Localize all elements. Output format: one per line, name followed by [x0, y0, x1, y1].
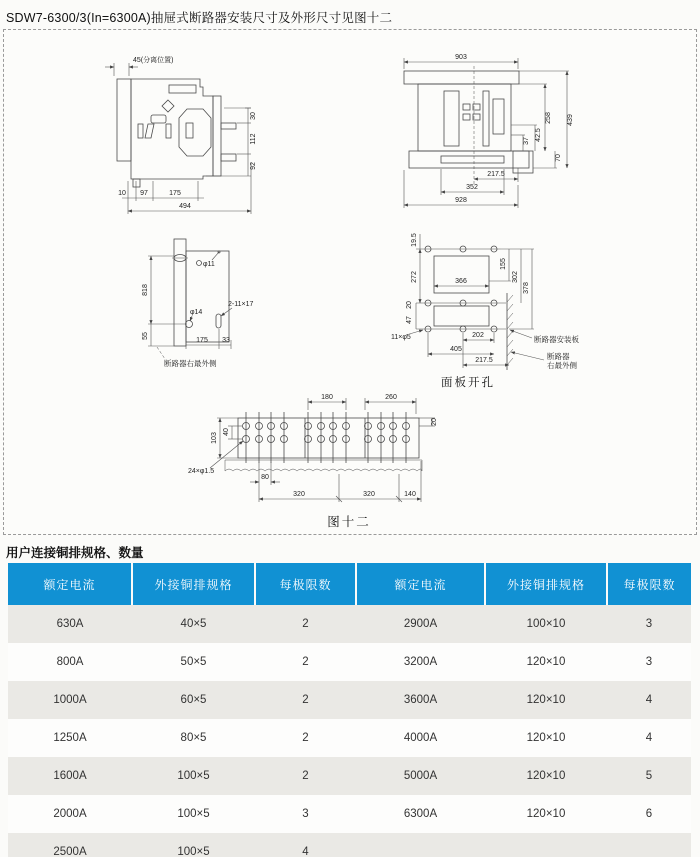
- annotation: 断路器安装板: [534, 335, 579, 344]
- dim-label: 180: [321, 394, 333, 401]
- figure-caption: 图十二: [327, 515, 371, 529]
- dim-label: 92: [250, 162, 257, 170]
- cell: 120×10: [526, 808, 566, 820]
- table-title: 用户连接铜排规格、数量: [6, 546, 144, 560]
- cell: 2: [302, 732, 309, 744]
- cell: [356, 833, 485, 857]
- cell: 40×5: [180, 618, 207, 630]
- cell: 100×10: [526, 618, 566, 630]
- cell: 3: [645, 618, 653, 630]
- dim-label: 155: [500, 258, 507, 270]
- cell: [607, 833, 691, 857]
- col-header-per-pole-1: 每极限数: [255, 563, 356, 605]
- dim-label: φ11: [203, 261, 215, 268]
- dim-label: 2-11×17: [228, 301, 254, 308]
- cell: 630A: [56, 618, 84, 630]
- cell: [485, 833, 607, 857]
- dim-label: 439: [567, 114, 574, 126]
- cell: 2: [302, 656, 309, 668]
- cell: 6300A: [403, 808, 438, 820]
- dim-label: φ14: [190, 309, 203, 316]
- dim-label: 140: [404, 491, 416, 498]
- col-header-rated-current-2: 额定电流: [356, 563, 485, 605]
- col-header-busbar-spec-1: 外接铜排规格: [132, 563, 255, 605]
- cell: 2000A: [53, 808, 87, 820]
- dim-label: 260: [385, 394, 397, 401]
- annotation: 断路器右最外侧: [164, 359, 217, 368]
- dim-label: 112: [250, 133, 257, 145]
- col-header-busbar-spec-2: 外接铜排规格: [485, 563, 607, 605]
- dim-label: 30: [250, 112, 257, 120]
- cell: 6: [645, 808, 653, 820]
- dim-label: 405: [450, 346, 462, 353]
- dim-label: 217.5: [475, 357, 493, 364]
- busbar-holes: [243, 423, 410, 443]
- cell: 2: [302, 770, 309, 782]
- cell: 800A: [56, 656, 84, 668]
- cell: 80×5: [180, 732, 207, 744]
- cell: 2900A: [403, 618, 438, 630]
- table-header-row: [8, 563, 691, 605]
- dim-label: 352: [466, 184, 478, 191]
- cell: 3: [302, 808, 309, 820]
- cell: 100×5: [177, 770, 210, 782]
- dim-label: 175: [196, 337, 208, 344]
- dim-label: 302: [512, 271, 519, 283]
- dim-label: 70: [555, 154, 562, 162]
- dim-label: 903: [455, 54, 467, 61]
- dim-label: 494: [179, 203, 191, 210]
- cell: 120×10: [526, 694, 566, 706]
- dim-label: 20: [431, 418, 438, 426]
- cell: 2: [302, 618, 309, 630]
- dim-label: 378: [523, 282, 530, 294]
- annotation: 断路器: [547, 352, 570, 361]
- cell: 100×5: [177, 846, 210, 857]
- dim-label: 320: [293, 491, 305, 498]
- cell: 120×10: [526, 770, 566, 782]
- dim-label: 366: [455, 278, 467, 285]
- panel-cutout-caption: 面板开孔: [441, 377, 495, 389]
- cell: 4: [645, 694, 653, 706]
- dim-label: 272: [411, 271, 418, 283]
- dim-label: 202: [472, 332, 484, 339]
- dim-label: 320: [363, 491, 375, 498]
- figure-box: [3, 29, 697, 535]
- dim-label: 103: [211, 432, 218, 444]
- table-row: [8, 681, 691, 719]
- dim-label: 11×φ5: [391, 334, 411, 341]
- dim-label: 258: [545, 112, 552, 124]
- dim-label: 928: [455, 197, 467, 204]
- cell: 3600A: [403, 694, 438, 706]
- figure-twelve: [4, 30, 696, 534]
- table-row: [8, 643, 691, 681]
- dim-label: 818: [142, 284, 149, 296]
- cell: 100×5: [177, 808, 210, 820]
- page-title: SDW7-6300/3(In=6300A)抽屉式断路器安装尺寸及外形尺寸见图十二: [6, 11, 393, 25]
- cell: 5: [645, 770, 653, 782]
- drawing-busbar-terminals: [188, 394, 438, 529]
- cell: 3200A: [403, 656, 438, 668]
- dim-label: 97: [140, 190, 148, 197]
- cell: 50×5: [180, 656, 207, 668]
- cell: 2500A: [53, 846, 87, 857]
- dim-label: 40: [223, 428, 230, 436]
- cell: 5000A: [403, 770, 438, 782]
- cell: 4000A: [403, 732, 438, 744]
- drawing-front-view: [105, 55, 257, 214]
- dim-label: 19.5: [411, 233, 418, 247]
- cell: 120×10: [526, 732, 566, 744]
- busbar-hole-columns: [246, 412, 406, 463]
- dim-label: 45(分离位置): [133, 57, 174, 64]
- cell: 1000A: [53, 694, 87, 706]
- table-row: [8, 833, 691, 857]
- annotation: 右最外侧: [547, 361, 577, 370]
- drawing-panel-cutout: [391, 233, 579, 389]
- col-header-rated-current-1: 额定电流: [8, 563, 132, 605]
- dim-label: 20: [406, 301, 413, 309]
- cell: 1250A: [53, 732, 87, 744]
- table-row: [8, 605, 691, 643]
- table-row: [8, 757, 691, 795]
- table-row: [8, 795, 691, 833]
- dim-label: 47: [406, 316, 413, 324]
- dim-label: 42.5: [535, 128, 542, 142]
- dim-label: 33: [222, 337, 230, 344]
- cell: 4: [302, 846, 309, 857]
- col-header-per-pole-2: 每极限数: [607, 563, 691, 605]
- dim-label: 37: [523, 137, 530, 145]
- dim-label: 80: [261, 474, 269, 481]
- cell: 120×10: [526, 656, 566, 668]
- dim-label: 175: [169, 190, 181, 197]
- table-row: [8, 719, 691, 757]
- cell: 4: [645, 732, 653, 744]
- dim-label: 24×φ1.5: [188, 468, 215, 475]
- drawing-mount-plate: [142, 239, 253, 368]
- dim-label: 55: [142, 332, 149, 340]
- cell: 3: [645, 656, 653, 668]
- drawing-outline-view: [404, 54, 574, 208]
- dim-label: 10: [118, 190, 126, 197]
- busbar-spec-table: [8, 563, 691, 857]
- dim-label: 217.5: [487, 171, 505, 178]
- cell: 60×5: [180, 694, 207, 706]
- cell: 1600A: [53, 770, 87, 782]
- cell: 2: [302, 694, 309, 706]
